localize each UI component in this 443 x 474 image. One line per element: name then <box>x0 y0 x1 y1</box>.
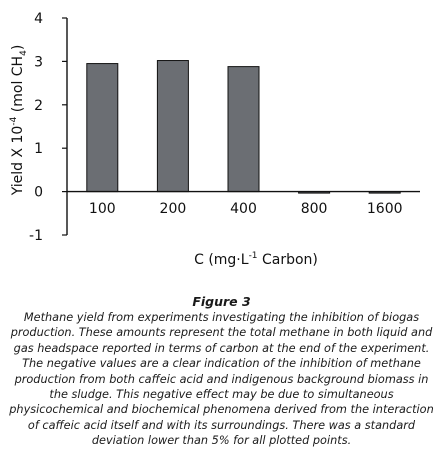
figure-caption <box>8 293 435 449</box>
y-tick-label-3: 1 <box>34 141 43 158</box>
y-tick-label-4: 0 <box>34 184 43 201</box>
x-tick-label-100: 100 <box>88 201 116 217</box>
y-tick-label-0: 4 <box>34 11 43 27</box>
y-axis-title-exponent: -4 <box>9 116 19 126</box>
bar-400 <box>228 67 259 192</box>
x-axis-title-main: C (mg·L <box>194 252 249 268</box>
y-axis-title-unit-sub: 4 <box>19 50 29 56</box>
bar-100 <box>87 64 118 192</box>
y-tick-label-1: 3 <box>34 54 43 71</box>
x-tick-label-800: 800 <box>300 201 328 217</box>
y-ticks <box>29 11 67 244</box>
caption-text: Methane yield from experiments investigating the inhibition of biogas production. These amounts represent the total methane in both liquid and gas headspace reported in terms of carbon at the end of the experiment. The negative values are a clear indication of the inhibition of methane production from both caffeic acid and indigenous background biomass in the sludge. This negative effect may be due to simultaneous physicochemical and biochemical phenomena derived from the interaction of caffeic acid itself and with its surroundings. There was a standard deviation lower than 5% for all plotted points. <box>9 311 434 448</box>
y-tick-label-2: 2 <box>34 97 43 114</box>
x-tick-label-200: 200 <box>159 201 187 217</box>
y-axis-title-main: Yield X 10 <box>10 125 26 196</box>
x-axis-title-exponent: -1 <box>248 251 258 261</box>
y-axis-title <box>9 45 29 197</box>
x-axis-title-rest: Carbon) <box>257 252 318 268</box>
y-axis-title-unit-open: (mol CH <box>10 55 26 117</box>
bars-layer <box>87 61 400 194</box>
y-tick-label-5: -1 <box>29 228 43 244</box>
x-tick-label-1600: 1600 <box>366 201 403 217</box>
figure-label: Figure 3 <box>192 294 251 309</box>
bar-200 <box>157 61 188 192</box>
x-axis-title <box>194 251 318 268</box>
y-axis-title-unit-close: ) <box>10 44 26 51</box>
x-tick-labels <box>89 201 403 217</box>
x-tick-label-400: 400 <box>230 201 257 217</box>
